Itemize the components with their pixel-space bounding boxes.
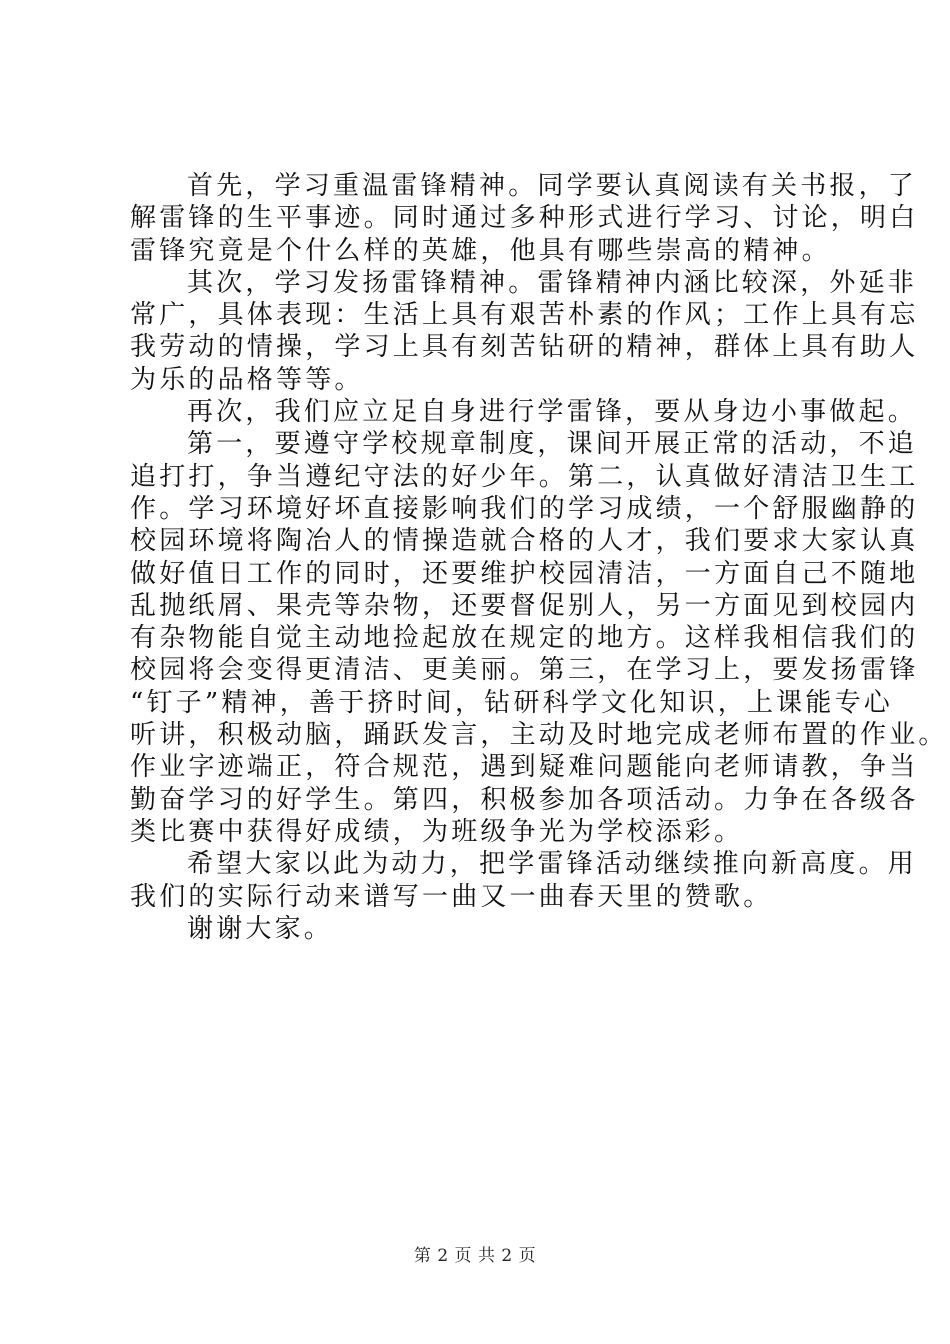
text-line: 校园将会变得更清洁、更美丽。第三，在学习上，要发扬雷锋: [130, 655, 919, 686]
text-line: 勤奋学习的好学生。第四，积极参加各项活动。力争在各级各: [130, 784, 919, 815]
text-line: 追打打，争当遵纪守法的好少年。第二，认真做好清洁卫生工: [130, 461, 919, 492]
text-line: 类比赛中获得好成绩，为班级争光为学校添彩。: [130, 816, 744, 847]
document-body: [130, 170, 948, 945]
text-line: 谢谢大家。: [187, 913, 334, 944]
text-line: 第一，要遵守学校规章制度，课间开展正常的活动，不追: [187, 429, 918, 460]
text-line: 我劳动的情操，学习上具有刻苦钻研的精神，群体上具有助人: [130, 332, 919, 363]
text-line: “钉子”精神，善于挤时间，钻研科学文化知识，上课能专心: [130, 687, 893, 718]
text-line: 其次，学习发扬雷锋精神。雷锋精神内涵比较深，外延非: [187, 267, 918, 298]
text-line: 听讲，积极动脑，踊跃发言，主动及时地完成老师布置的作业。: [130, 720, 948, 751]
text-line: 校园环境将陶冶人的情操造就合格的人才，我们要求大家认真: [130, 526, 919, 557]
text-line: 乱抛纸屑、果壳等杂物，还要督促别人，另一方面见到校园内: [130, 590, 919, 621]
text-line: 解雷锋的生平事迹。同时通过多种形式进行学习、讨论，明白: [130, 203, 919, 234]
text-line: 常广，具体表现：生活上具有艰苦朴素的作风；工作上具有忘: [130, 300, 919, 331]
text-line: 有杂物能自觉主动地捡起放在规定的地方。这样我相信我们的: [130, 623, 919, 654]
text-line: 希望大家以此为动力，把学雷锋活动继续推向新高度。用: [187, 849, 918, 880]
text-line: 雷锋究竟是个什么样的英雄，他具有哪些崇高的精神。: [130, 235, 831, 266]
text-line: 作。学习环境好坏直接影响我们的学习成绩，一个舒服幽静的: [130, 493, 919, 524]
text-line: 为乐的品格等等。: [130, 364, 364, 395]
text-line: 我们的实际行动来谱写一曲又一曲春天里的赞歌。: [130, 881, 773, 912]
text-line: 首先，学习重温雷锋精神。同学要认真阅读有关书报，了: [187, 171, 918, 201]
page-number-footer: 第 2 页 共 2 页: [413, 1246, 537, 1266]
text-line: 做好值日工作的同时，还要维护校园清洁，一方面自己不随地: [130, 558, 919, 589]
text-line: 再次，我们应立足自身进行学雷锋，要从身边小事做起。: [187, 397, 918, 428]
text-line: 作业字迹端正，符合规范，遇到疑难问题能向老师请教，争当: [130, 752, 919, 783]
